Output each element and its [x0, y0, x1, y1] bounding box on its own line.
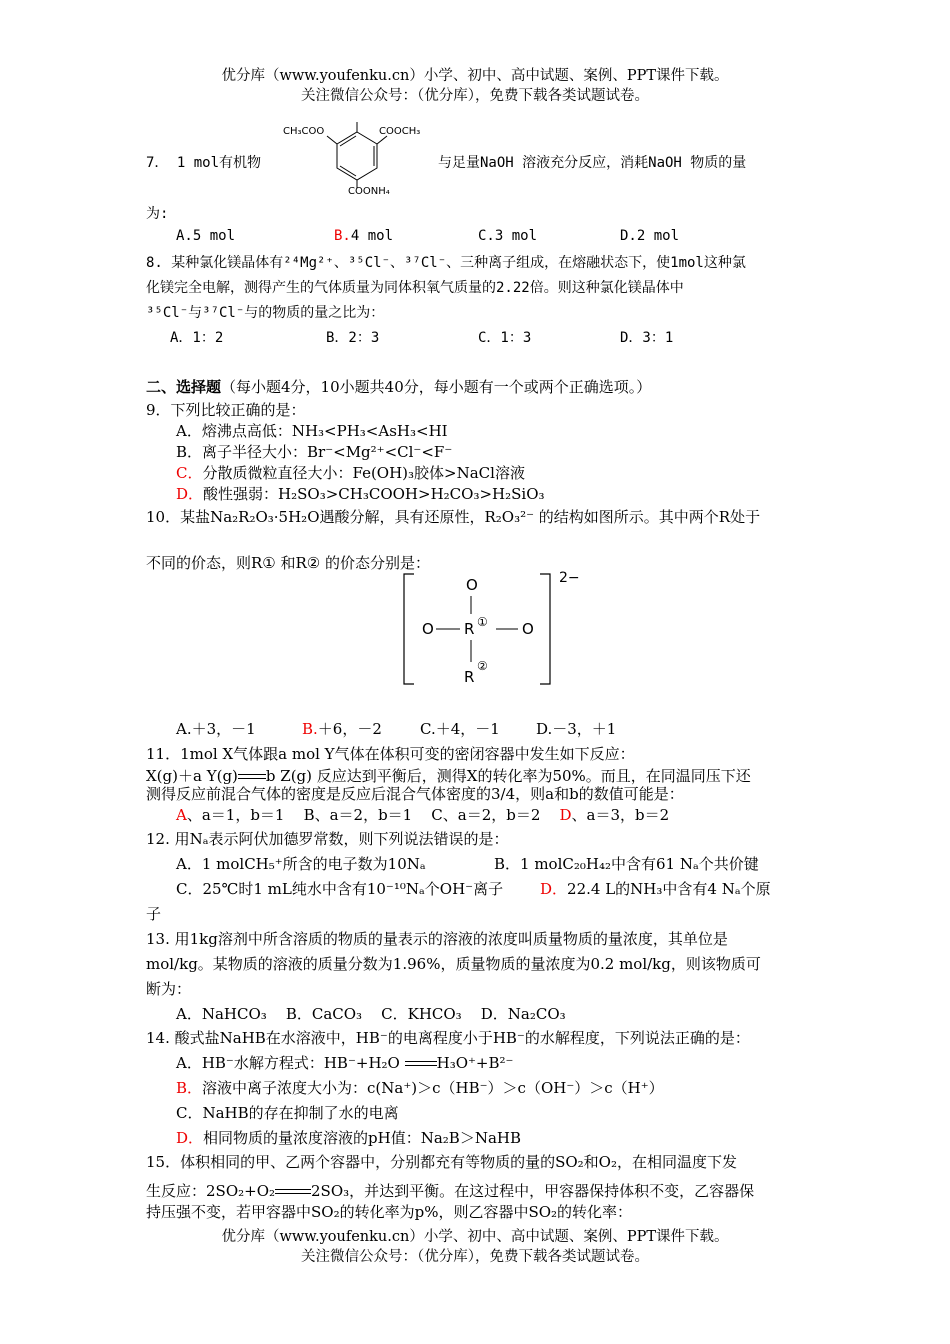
equilibrium-arrow-icon: [238, 772, 266, 782]
q14-option-c: C．NaHB的存在抑制了水的电离: [176, 1104, 399, 1122]
q10-option-b-text: ＋6，－2: [317, 720, 382, 738]
header-line-1: 优分库（www.youfenku.cn）小学、初中、高中试题、案例、PPT课件下载。: [221, 68, 729, 84]
q7-struct-right-group: COOCH₃: [379, 126, 421, 137]
q14-option-b-text: 溶液中离子浓度大小为：c(Na⁺)＞c（HB⁻）＞c（OH⁻）＞c（H⁺）: [202, 1079, 664, 1097]
section-2-desc: （每小题4分，10小题共40分，每小题有一个或两个正确选项。）: [221, 378, 652, 396]
q7-struct-bottom-group: COONH₄: [348, 186, 390, 196]
q13-line-1: 13. 用1kg溶剂中所含溶质的物质的量表示的溶液的浓度叫质量物质的量浓度，其单位是: [146, 930, 728, 948]
q7-option-b-letter: B.: [334, 228, 351, 244]
q10-atom-r2: R: [464, 668, 475, 686]
q9-stem: 9．下列比较正确的是：: [146, 401, 306, 419]
q11-options: [176, 804, 669, 825]
q15-line-2: [146, 1180, 754, 1201]
q8-line-3: ³⁵Cl⁻与³⁷Cl⁻与的物质的量之比为：: [146, 305, 385, 321]
q10-option-b-letter: B.: [302, 720, 318, 738]
q12-option-a: A．1 molCH₅⁺所含的电子数为10Nₐ: [176, 855, 426, 873]
q15-line-1: 15．体积相同的甲、乙两个容器中，分别都充有等物质的量的SO₂和O₂，在相同温度下发: [146, 1153, 737, 1171]
q11-equation-left: X(g)＋a Y(g): [146, 767, 238, 785]
q14-option-a-right: H₃O⁺+B²⁻: [436, 1054, 514, 1072]
q9-option-c: [176, 462, 525, 483]
q14-option-b-letter: B．: [176, 1079, 203, 1097]
q7-stem-c: 为:: [146, 206, 169, 222]
header-line-2: 关注微信公众号：（优分库），免费下载各类试题试卷。: [301, 88, 649, 104]
equilibrium-arrow-icon: [405, 1059, 437, 1069]
q8-option-b: B．2：3: [326, 330, 380, 346]
q15-line-3: 持压强不变，若甲容器中SO₂的转化率为p%，则乙容器中SO₂的转化率：: [146, 1203, 633, 1221]
q7-option-b-text: 4 mol: [350, 228, 394, 244]
q14-option-d: [176, 1127, 521, 1148]
q7-struct-left-group: CH₃COO: [283, 126, 325, 137]
q12-option-d-text: 22.4 L的NH₃中含有4 Nₐ个原: [567, 880, 771, 898]
equilibrium-arrow-icon: [275, 1187, 311, 1197]
q10-structure-diagram: [396, 566, 596, 691]
q9-option-a: A．熔沸点高低：NH₃<PH₃<AsH₃<HI: [176, 422, 448, 440]
q10-atom-o-top: O: [466, 576, 478, 594]
q14-option-d-text: 相同物质的量浓度溶液的pH值：Na₂B＞NaHB: [203, 1129, 521, 1147]
q11-option-a: 、a＝1，b＝1: [186, 806, 285, 824]
q11-line-3: 测得反应前混合气体的密度是反应后混合气体密度的3/4，则a和b的数值可能是：: [146, 785, 684, 803]
q10-atom-r1: R: [464, 620, 475, 638]
q10-option-c: C.＋4，－1: [420, 720, 500, 738]
q10-option-d: D.－3，＋1: [536, 720, 617, 738]
q11-line-1: 11．1mol X气体跟a mol Y气体在体积可变的密闭容器中发生如下反应：: [146, 745, 635, 763]
q10-atom-o-right: O: [522, 620, 534, 638]
q12-option-d: [540, 878, 771, 899]
q7-structure-diagram: [282, 116, 432, 196]
q9-option-b: B．离子半径大小：Br⁻<Mg²⁺<Cl⁻<F⁻: [176, 443, 453, 461]
q14-option-b: [176, 1077, 664, 1098]
q8-option-a: A．1：2: [170, 330, 224, 346]
q10-mark-1: ①: [477, 615, 488, 629]
q11-option-a-letter: A: [176, 806, 187, 824]
q7-option-a: A.5 mol: [176, 228, 236, 244]
q14-option-a-left: A．HB⁻水解方程式：HB⁻+H₂O: [176, 1054, 400, 1072]
q9-option-c-letter: C．: [176, 464, 203, 482]
q12-stem: 12. 用Nₐ表示阿伏加德罗常数，则下列说法错误的是：: [146, 830, 509, 848]
q7-option-c: C.3 mol: [478, 228, 538, 244]
q9-option-d-text: 酸性强弱：H₂SO₃>CH₃COOH>H₂CO₃>H₂SiO₃: [203, 485, 545, 503]
q10-atom-o-left: O: [422, 620, 434, 638]
q14-option-a: [176, 1052, 513, 1073]
q7-stem-b: 与足量NaOH 溶液充分反应，消耗NaOH 物质的量: [438, 155, 747, 171]
q12-option-d-continued: 子: [146, 905, 162, 923]
q7-option-b: [334, 228, 393, 244]
q15-equation-left: 生反应：2SO₂+O₂: [146, 1182, 276, 1200]
q10-mark-2: ②: [477, 659, 488, 673]
q11-option-b: B、a＝2，b＝1: [303, 806, 413, 824]
section-2-title: 二、选择题: [146, 378, 222, 396]
q9-option-d: [176, 483, 545, 504]
q13-options: A．NaHCO₃ B．CaCO₃ C．KHCO₃ D．Na₂CO₃: [176, 1005, 566, 1023]
q13-line-3: 断为：: [146, 980, 192, 998]
q9-option-c-text: 分散质微粒直径大小：Fe(OH)₃胶体>NaCl溶液: [202, 464, 525, 482]
footer-line-1: 优分库（www.youfenku.cn）小学、初中、高中试题、案例、PPT课件下载。: [221, 1229, 729, 1245]
footer-line-2: 关注微信公众号：（优分库），免费下载各类试题试卷。: [301, 1249, 649, 1265]
q11-option-c: C、a＝2，b＝2: [431, 806, 541, 824]
section-2-heading: [146, 376, 651, 397]
q13-line-2: mol/kg。某物质的溶液的质量分数为1.96%，质量物质的量浓度为0.2 mol/kg，则该物质可: [146, 955, 761, 973]
q10-charge: 2−: [559, 570, 580, 586]
q8-option-c: C．1：3: [478, 330, 532, 346]
q11-option-d: 、a＝3，b＝2: [571, 806, 670, 824]
q12-option-b: B．1 molC₂₀H₄₂中含有61 Nₐ个共价键: [494, 855, 759, 873]
q10-line-2: 不同的价态，则R① 和R② 的价态分别是：: [146, 554, 431, 572]
q14-stem: 14. 酸式盐NaHB在水溶液中，HB⁻的电离程度小于HB⁻的水解程度，下列说法正确的是：: [146, 1029, 750, 1047]
q7-option-d: D.2 mol: [620, 228, 680, 244]
q12-option-c: C．25℃时1 mL纯水中含有10⁻¹⁰Nₐ个OH⁻离子: [176, 880, 504, 898]
q10-option-a: A.＋3，－1: [176, 720, 256, 738]
q15-equation-right: 2SO₃，并达到平衡。在这过程中，甲容器保持体积不变，乙容器保: [311, 1182, 755, 1200]
q11-option-d-letter: D: [559, 806, 572, 824]
q8-line-2: 化镁完全电解，测得产生的气体质量为同体积氧气质量的2.22倍。则这种氯化镁晶体中: [146, 280, 684, 296]
q7-stem-a: 7． 1 mol有机物: [146, 155, 262, 171]
q8-line-1: 8. 某种氯化镁晶体有²⁴Mg²⁺、³⁵Cl⁻、³⁷Cl⁻、三种离子组成，在熔融状态下，使1mol这种氯: [146, 255, 746, 271]
q11-equation-right: b Z(g) 反应达到平衡后，测得X的转化率为50%。而且，在同温同压下还: [265, 767, 751, 785]
q8-option-d: D．3：1: [620, 330, 674, 346]
q10-option-b: [302, 718, 382, 739]
q14-option-d-letter: D．: [176, 1129, 204, 1147]
q9-option-d-letter: D．: [176, 485, 204, 503]
q12-option-d-letter: D．: [540, 880, 568, 898]
q10-line-1: 10．某盐Na₂R₂O₃·5H₂O遇酸分解，具有还原性，R₂O₃²⁻ 的结构如图所示。其中两个R处于: [146, 508, 761, 526]
